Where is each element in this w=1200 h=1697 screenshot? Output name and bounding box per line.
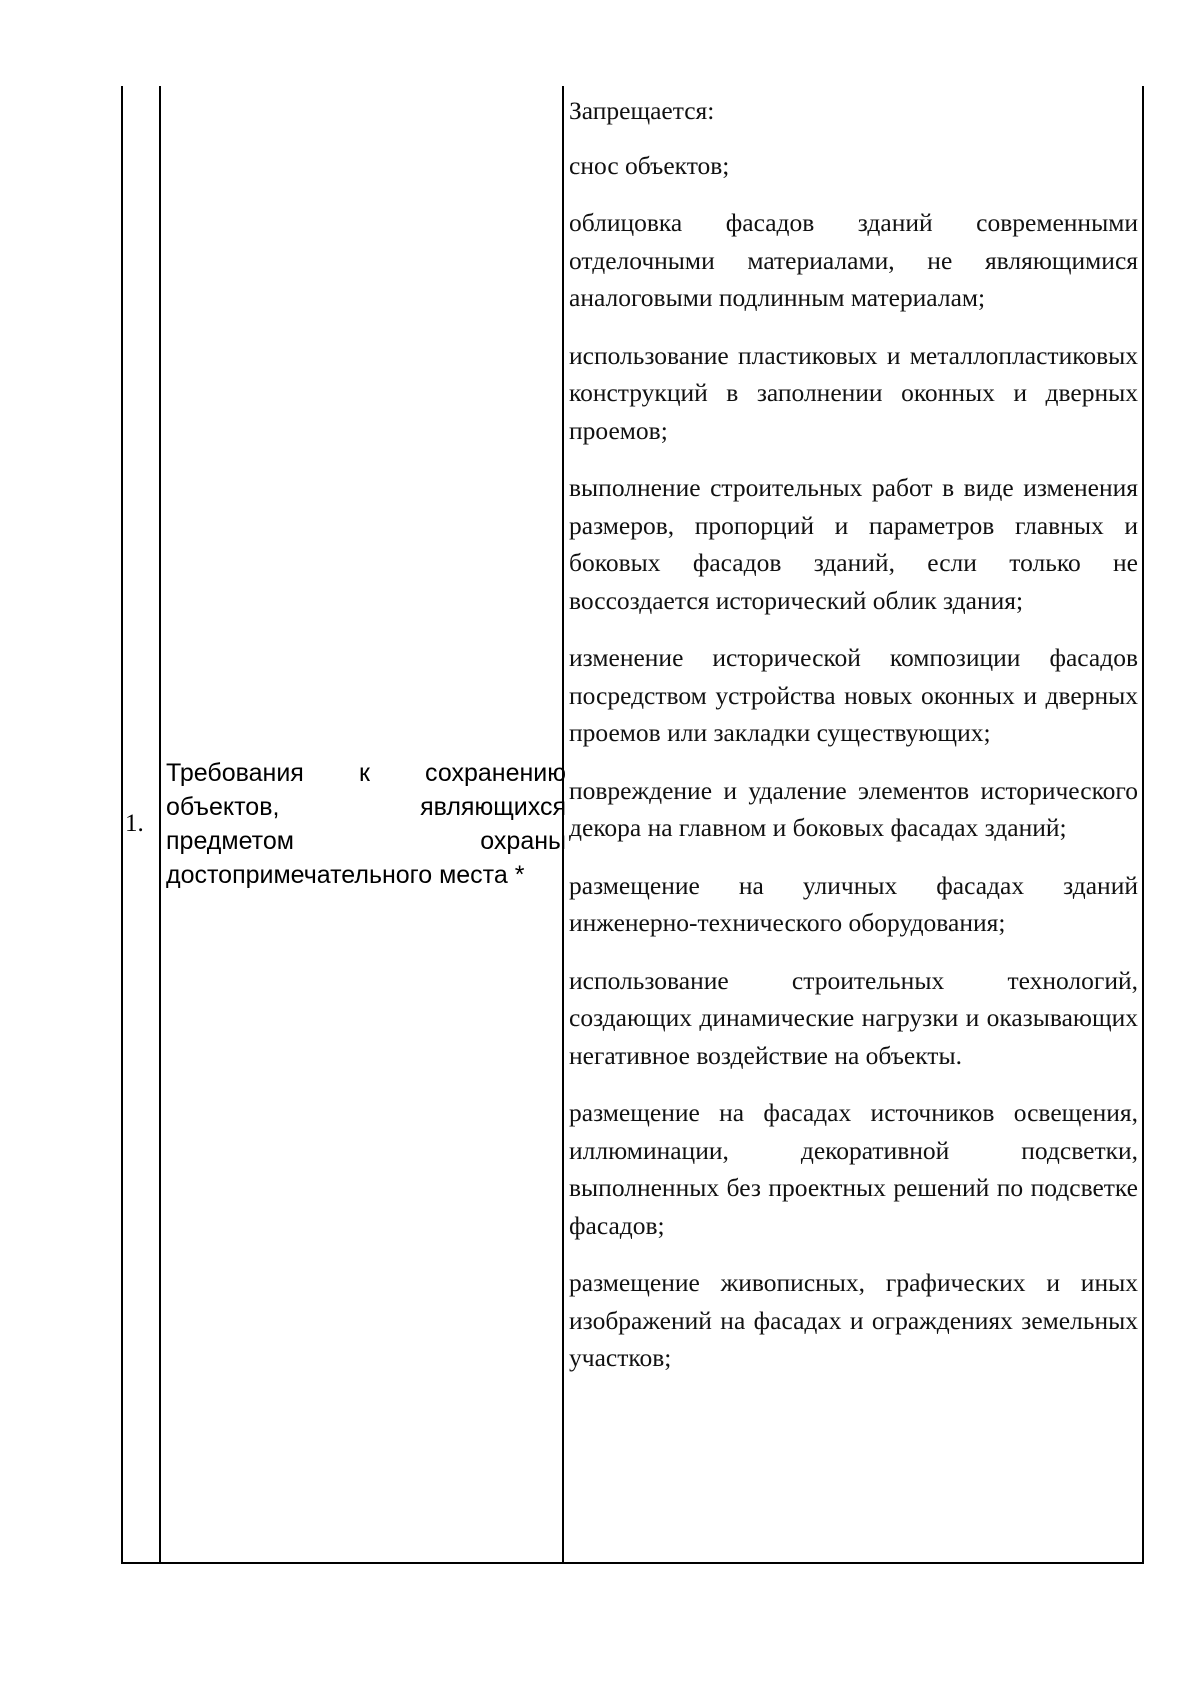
- requirement-cell: [166, 86, 566, 1562]
- restriction-item: размещение на уличных фасадах зданий инженерно-технического оборудования;: [569, 870, 1138, 937]
- restriction-item: использование пластиковых и металлопластиковых конструкций в заполнении оконных и дверных проемов;: [569, 340, 1138, 445]
- restriction-item: облицовка фасадов зданий современными отделочными материалами, не являющимися аналоговыми подлинным материалам;: [569, 208, 1138, 312]
- restriction-item: размещение на фасадах источников освещения, иллюминации, декоративной подсветки, выполненных без проектных решений по подсветке фасадов;: [569, 1098, 1138, 1240]
- restriction-item: размещение живописных, графических и иных изображений на фасадах и ограждениях земельных участков;: [569, 1268, 1138, 1372]
- restriction-item: повреждение и удаление элементов исторического декора на главном и боковых фасадах зданий;: [569, 775, 1138, 842]
- restriction-item: изменение исторической композиции фасадов посредством устройства новых оконных и дверных проемов или закладки существующих;: [569, 643, 1138, 747]
- column-divider-1: [159, 86, 161, 1564]
- row-number-cell: [125, 86, 157, 1562]
- requirements-table: [121, 86, 1144, 1564]
- row-number: 1.: [125, 810, 144, 837]
- restriction-item: Запрещается:: [569, 96, 715, 125]
- table-border-right: [1142, 86, 1144, 1564]
- restriction-item: снос объектов;: [569, 150, 730, 180]
- restriction-item: выполнение строительных работ в виде изменения размеров, пропорций и параметров главных и боковых фасадов зданий, если только не воссоздается исторический облик здания;: [569, 473, 1138, 615]
- restrictions-cell: [569, 92, 1138, 1397]
- restriction-item: использование строительных технологий, создающих динамические нагрузки и оказывающих негативное воздействие на объекты.: [569, 965, 1138, 1070]
- table-border-left: [121, 86, 123, 1564]
- requirement-text: Требования к сохранению объектов, являющихся предметом охраны достопримечательного места *: [166, 759, 566, 889]
